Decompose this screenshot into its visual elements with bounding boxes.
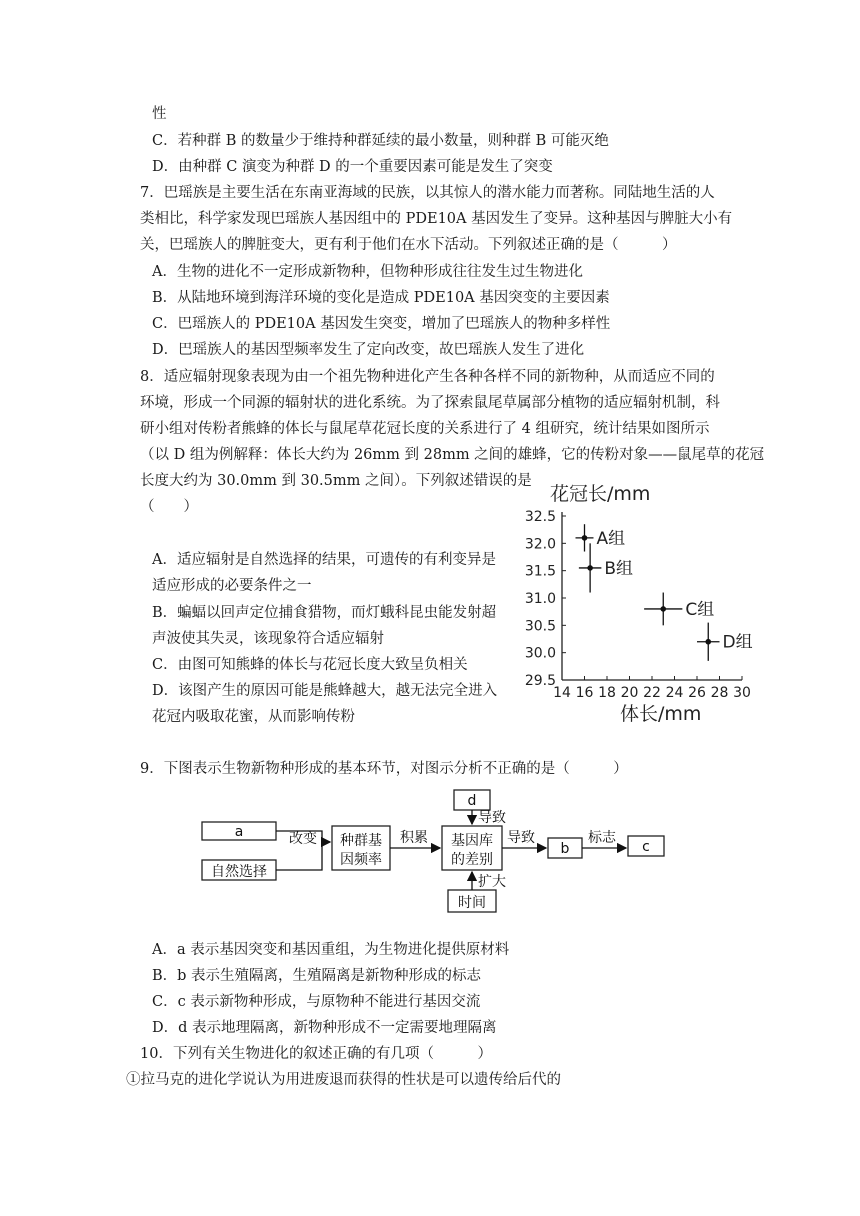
- option-b: B．从陆地环境到海洋环境的变化是造成 PDE10A 基因突变的主要因素: [152, 290, 610, 306]
- box-b-label: b: [560, 841, 570, 857]
- label-lead-d: 导致: [478, 810, 506, 826]
- data-point: [576, 524, 626, 551]
- x-tick-label: 20: [620, 685, 639, 701]
- x-tick-label: 28: [710, 685, 729, 701]
- label-lead-b: 导致: [507, 830, 535, 846]
- option-c: C．由图可知熊蜂的体长与花冠长度大致呈负相关: [152, 657, 468, 673]
- label-mark: 标志: [588, 830, 616, 846]
- option-a: A．适应辐射是自然选择的结果，可遗传的有利变异是: [152, 552, 496, 568]
- question-8-stem: 长度大约为 30.0mm 到 30.5mm 之间）。下列叙述错误的是: [140, 473, 532, 489]
- question-8-stem: 8．适应辐射现象表现为由一个祖先物种进化产生各种各样不同的新物种，从而适应不同的: [140, 369, 715, 385]
- point-marker: [587, 565, 593, 571]
- x-tick-label: 24: [665, 685, 684, 701]
- answer-bracket: （ ）: [140, 499, 198, 515]
- point-label: D组: [722, 632, 753, 653]
- point-marker: [660, 606, 666, 612]
- x-tick-label: 30: [733, 685, 751, 701]
- y-tick-label: 30.0: [524, 645, 556, 662]
- point-label: C组: [685, 599, 715, 620]
- label-accumulate: 积累: [400, 830, 428, 846]
- box-gene-frequency-label: 种群基: [340, 833, 382, 849]
- option-d: D．d 表示地理隔离，新物种形成不一定需要地理隔离: [152, 1020, 497, 1036]
- option-b: B．蝙蝠以回声定位捕食猎物，而灯蛾科昆虫能发射超: [152, 605, 497, 621]
- option-a: 适应形成的必要条件之一: [152, 578, 312, 594]
- question-7-stem: 关，巴瑶族人的脾脏变大，更有利于他们在水下活动。下列叙述正确的是（ ）: [140, 237, 677, 253]
- x-axis-label: 体长/mm: [620, 703, 702, 725]
- question-8-stem: （以 D 组为例解释：体长大约为 26mm 到 28mm 之间的雄蜂，它的传粉对象——鼠尾草的花冠: [140, 447, 765, 463]
- point-marker: [582, 535, 588, 541]
- data-point: [579, 543, 633, 592]
- box-gene-pool-label: 基因库: [451, 833, 493, 849]
- option-a: A．a 表示基因突变和基因重组，为生物进化提供原材料: [152, 942, 510, 958]
- y-tick-label: 32.5: [524, 509, 556, 525]
- y-tick-label: 31.0: [524, 591, 556, 607]
- question-8-stem: 研小组对传粉者熊蜂的体长与鼠尾草花冠长度的关系进行了 4 组研究，统计结果如图所示: [140, 421, 710, 437]
- question-7-stem: 7．巴瑶族是主要生活在东南亚海域的民族，以其惊人的潜水能力而著称。同陆地生活的人: [140, 185, 715, 201]
- box-natural-selection-label: 自然选择: [211, 864, 267, 880]
- text-line: 性: [152, 106, 167, 122]
- option-c: C．c 表示新物种形成，与原物种不能进行基因交流: [152, 994, 481, 1010]
- statement-1: ①拉马克的进化学说认为用进废退而获得的性状是可以遗传给后代的: [126, 1072, 561, 1088]
- y-tick-label: 29.5: [524, 673, 556, 689]
- box-gene-frequency-label: 因频率: [340, 852, 382, 868]
- box-a-label: a: [234, 824, 244, 840]
- box-time-label: 时间: [458, 895, 486, 911]
- x-tick-label: 22: [643, 685, 661, 701]
- box-gene-pool-label: 的差别: [451, 852, 493, 868]
- box-d-label: d: [467, 793, 477, 809]
- speciation-flow-diagram: [196, 786, 680, 916]
- label-expand: 扩大: [478, 874, 506, 890]
- data-point: [697, 623, 753, 661]
- x-tick-label: 14: [553, 685, 571, 701]
- x-tick-label: 16: [575, 685, 594, 701]
- option-b: B．b 表示生殖隔离，生殖隔离是新物种形成的标志: [152, 968, 482, 984]
- option-c: C．若种群 B 的数量少于维持种群延续的最小数量，则种群 B 可能灭绝: [152, 133, 609, 149]
- y-tick-label: 30.5: [524, 618, 556, 635]
- question-7-stem: 类相比，科学家发现巴瑶族人基因组中的 PDE10A 基因发生了变异。这种基因与脾脏大小有: [140, 211, 733, 227]
- x-tick-label: 18: [598, 685, 616, 701]
- question-8-stem: 环境，形成一个同源的辐射状的进化系统。为了探索鼠尾草属部分植物的适应辐射机制，科: [140, 395, 720, 411]
- data-point: [644, 593, 714, 626]
- point-label: B组: [604, 558, 634, 579]
- option-d: D．巴瑶族人的基因型频率发生了定向改变，故巴瑶族人发生了进化: [152, 342, 585, 358]
- box-c-label: c: [642, 839, 650, 855]
- y-axis-label: 花冠长/mm: [550, 483, 651, 505]
- label-change: 改变: [289, 831, 317, 847]
- option-d: D．该图产生的原因可能是熊蜂越大，越无法完全进入: [152, 683, 498, 699]
- question-10-stem: 10．下列有关生物进化的叙述正确的有几项（ ）: [140, 1046, 492, 1062]
- scatter-chart: [504, 472, 774, 728]
- point-marker: [705, 639, 711, 645]
- question-9-stem: 9．下图表示生物新物种形成的基本环节，对图示分析不正确的是（ ）: [140, 761, 628, 777]
- option-c: C．巴瑶族人的 PDE10A 基因发生突变，增加了巴瑶族人的物种多样性: [152, 316, 611, 332]
- option-d: D．由种群 C 演变为种群 D 的一个重要因素可能是发生了突变: [152, 159, 553, 175]
- point-label: A组: [596, 528, 626, 549]
- y-tick-label: 32.0: [524, 536, 556, 553]
- y-tick-label: 31.5: [524, 563, 556, 580]
- option-a: A．生物的进化不一定形成新物种，但物种形成往往发生过生物进化: [152, 264, 583, 280]
- x-tick-label: 26: [688, 685, 706, 701]
- option-b: 声波使其失灵，该现象符合适应辐射: [152, 631, 384, 647]
- option-d: 花冠内吸取花蜜，从而影响传粉: [152, 709, 355, 725]
